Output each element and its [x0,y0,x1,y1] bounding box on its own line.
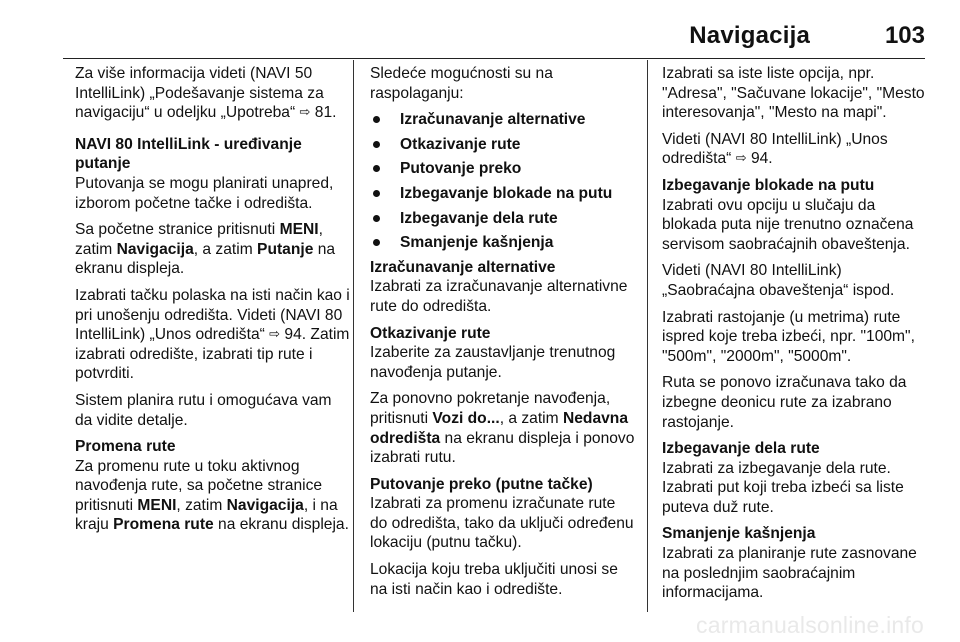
column-2 [370,64,636,606]
bullet-icon [373,239,380,246]
bullet-icon [373,165,380,172]
heading-navi80-edit-route: NAVI 80 IntelliLink - uređivanje putanje [75,135,302,173]
heading-promena-rute: Promena rute [75,438,176,456]
heading-avoid-roadblock: Izbegavanje blokade na putu [662,176,875,194]
list-item: Smanjenje kašnjenja [370,233,636,253]
paragraph-start-point: Izabrati tačku polaska na isti način kao i pri unošenju odredišta. Videti (NAVI 80 IntelliLink) „Unos odredišta“ ⇨ 94. Zatim izabrati odredište, izabrati tip rute i potvrditi. [75,286,350,383]
column-divider-1 [353,60,354,612]
paragraph-list-options: Izabrati sa iste liste opcija, npr. "Adresa", "Sačuvane lokacije", "Mesto interesovanja", "Mesto na mapi". [662,65,925,122]
list-item: Izbegavanje blokade na putu [370,184,636,204]
list-item: Otkazivanje rute [370,135,636,155]
intro-paragraph: Za više informacija videti (NAVI 50 IntelliLink) „Podešavanje sistema za navigaciju“ u odeljku „Upotreba“ ⇨ 81. [75,65,337,122]
paragraph-cancel-route: Izaberite za zaustavljanje trenutnog navođenja putanje. [370,344,616,381]
list-item: Izračunavanje alternative [370,110,636,130]
bullet-icon [373,190,380,197]
bullet-icon [373,141,380,148]
bullet-icon [373,116,380,123]
column-3 [662,64,928,610]
paragraph-restart: Za ponovno pokretanje navođenja, pritisnuti Vozi do..., a zatim Nedavna odredišta na ekranu displeja i ponovo izabrati rutu. [370,390,635,467]
page-ref-arrow-icon: ⇨ [269,326,281,342]
paragraph-location: Lokacija koju treba uključiti unosi se na isti način kao i odredište. [370,561,618,598]
heading-avoid-part: Izbegavanje dela rute [662,440,820,458]
paragraph-system: Sistem planira rutu i omogućava vam da vidite detalje. [75,391,332,429]
list-item: Izbegavanje dela rute [370,209,636,229]
paragraph-promena: Za promenu rute u toku aktivnog navođenja rute, sa početne stranice pritisnuti MENI, zatim Navigacija, i na kraju Promena rute na ekranu displeja. [75,457,349,534]
paragraph-recalc: Ruta se ponovo izračunava tako da izbegne deonicu rute za izabrano rastojanje. [662,374,907,431]
heading-reduce-delay: Smanjenje kašnjenja [662,525,816,543]
paragraph-menu: Sa početne stranice pritisnuti MENI, zatim Navigacija, a zatim Putanje na ekranu displeja. [75,221,336,278]
paragraph-distance: Izabrati rastojanje (u metrima) rute ispred koje treba izbeći, npr. "100m", "500m", "2000m", "5000m". [662,308,915,365]
heading-waypoints: Putovanje preko (putne tačke) [370,475,593,493]
paragraph-reduce-delay: Izabrati za planiranje rute zasnovane na poslednjim saobraćajnim informacijama. [662,545,917,602]
page-ref-arrow-icon: ⇨ [735,150,747,166]
heading-alternative: Izračunavanje alternative [370,258,556,276]
list-item: Putovanje preko [370,159,636,179]
watermark: carmanualsonline.info [696,612,924,638]
bullet-icon [373,215,380,222]
paragraph-plan: Putovanja se mogu planirati unapred, izborom početne tačke i odredišta. [75,174,334,212]
column-divider-2 [647,60,648,612]
paragraph-see-traffic: Videti (NAVI 80 IntelliLink) „Saobraćajna obaveštenja“ ispod. [662,262,895,299]
page-header [63,0,925,59]
paragraph-options: Sledeće mogućnosti su na raspolaganju: [370,65,553,102]
column-1 [75,64,350,542]
section-title: Navigacija [689,22,810,49]
page-number: 103 [884,22,925,49]
heading-cancel-route: Otkazivanje rute [370,324,491,342]
paragraph-see-destination: Videti (NAVI 80 IntelliLink) „Unos odredišta“ ⇨ 94. [662,130,888,168]
paragraph-waypoints: Izabrati za promenu izračunate rute do odredišta, tako da uključi određenu lokaciju (putnu tačku). [370,495,634,552]
options-list [370,110,636,253]
page-ref-arrow-icon: ⇨ [299,104,311,120]
paragraph-avoid-part: Izabrati za izbegavanje dela rute. Izabrati put koji treba izbeći sa liste puteva duž rute. [662,459,904,516]
paragraph-alternative: Izabrati za izračunavanje alternativne rute do odredišta. [370,278,628,315]
paragraph-avoid-roadblock: Izabrati ovu opciju u slučaju da blokada puta nije trenutno označena servisom saobraćajnih obaveštenja. [662,196,914,253]
